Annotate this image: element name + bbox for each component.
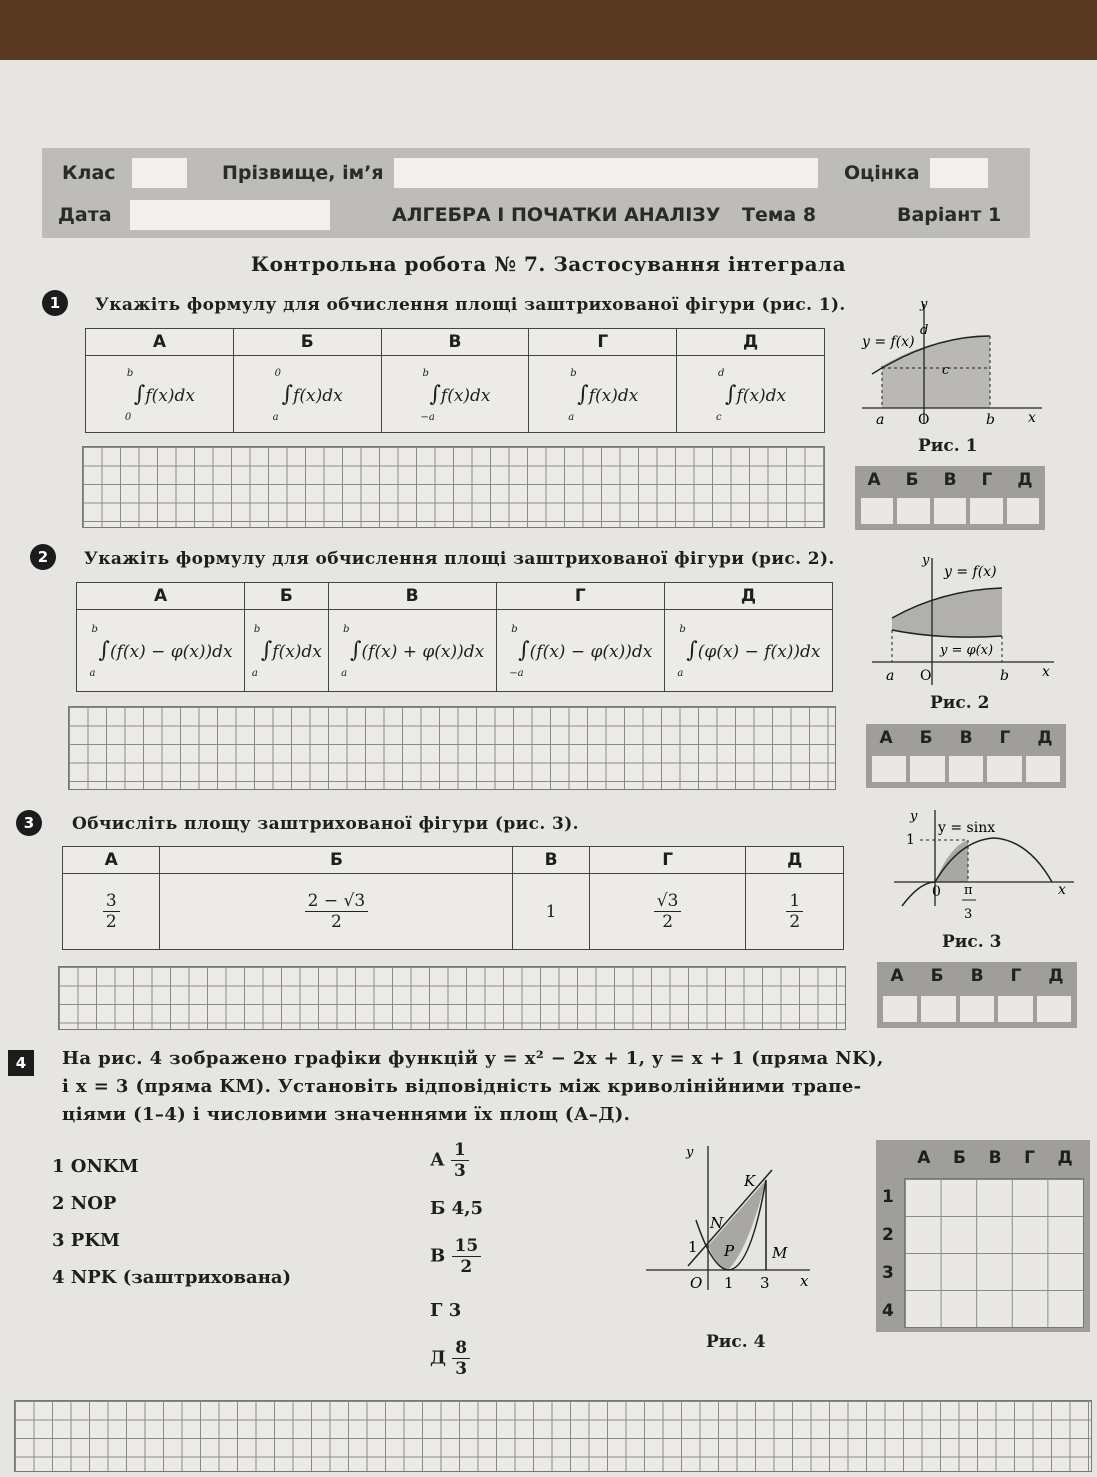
svg-text:K: K xyxy=(744,1172,756,1190)
scratch-grid-4[interactable] xyxy=(14,1400,1092,1472)
svg-text:π: π xyxy=(964,883,973,898)
question-3-number: 3 xyxy=(16,810,42,836)
option-v[interactable]: b ∫(f(x) + φ(x))dx a xyxy=(328,610,496,692)
svg-text:N: N xyxy=(710,1214,724,1232)
trapezoid-item-1: 1 ONKM xyxy=(52,1156,139,1177)
answer-cell[interactable] xyxy=(921,996,955,1022)
option-a[interactable]: b ∫f(x)dx 0 xyxy=(86,356,234,433)
svg-text:a: a xyxy=(876,412,885,428)
svg-text:y: y xyxy=(910,809,918,824)
svg-text:M: M xyxy=(772,1244,788,1262)
trapezoid-item-4: 4 NPK (заштрихована) xyxy=(52,1267,292,1288)
svg-text:3: 3 xyxy=(964,907,973,922)
option-header: Б xyxy=(160,847,513,874)
answer-cell[interactable] xyxy=(883,996,917,1022)
option-a[interactable]: $\frac{3}{2}$ xyxy=(63,874,160,950)
area-answer-b: Б 4,5 xyxy=(430,1198,483,1219)
svg-text:O: O xyxy=(920,668,932,684)
scratch-grid-1[interactable] xyxy=(82,446,825,528)
svg-text:d: d xyxy=(920,323,929,338)
option-v[interactable]: b ∫f(x)dx −a xyxy=(381,356,529,433)
option-g[interactable]: $\frac{√3}{2}$ xyxy=(589,874,746,950)
scratch-grid-3[interactable] xyxy=(58,966,846,1030)
topic-label: Тема 8 xyxy=(742,204,817,226)
area-answer-v: В $\frac{15}{2}$ xyxy=(430,1236,481,1277)
name-label: Прізвище, ім’я xyxy=(222,162,384,184)
answer-cell[interactable] xyxy=(987,756,1021,782)
date-label: Дата xyxy=(58,204,112,226)
option-g[interactable]: b ∫f(x)dx a xyxy=(529,356,677,433)
answer-cell[interactable] xyxy=(861,498,893,524)
svg-text:0: 0 xyxy=(932,884,941,900)
question-2-text: Укажіть формулу для обчислення площі заштрихованої фігури (рис. 2). xyxy=(84,549,835,569)
option-header: Д xyxy=(664,583,832,610)
question-3-options xyxy=(62,846,844,950)
svg-text:b: b xyxy=(986,412,995,428)
answer-cell[interactable] xyxy=(960,996,994,1022)
answer-cell[interactable] xyxy=(872,756,906,782)
question-2-number: 2 xyxy=(30,544,56,570)
grade-label: Оцінка xyxy=(844,162,920,184)
trapezoid-item-2: 2 NOP xyxy=(52,1193,117,1214)
scratch-grid-2[interactable] xyxy=(68,706,836,790)
svg-text:y = φ(x): y = φ(x) xyxy=(940,643,994,658)
answer-cell[interactable] xyxy=(897,498,929,524)
figure-1-caption: Рис. 1 xyxy=(918,436,978,456)
option-d[interactable]: b ∫(φ(x) − f(x))dx a xyxy=(664,610,832,692)
question-1-options xyxy=(85,328,825,433)
option-header: В xyxy=(513,847,589,874)
answer-matrix-cells[interactable] xyxy=(904,1178,1084,1328)
figure-4-caption: Рис. 4 xyxy=(706,1332,766,1352)
question-3-text: Обчисліть площу заштрихованої фігури (рис. 3). xyxy=(72,814,579,834)
option-header: В xyxy=(328,583,496,610)
svg-text:O: O xyxy=(918,412,930,428)
answer-cell[interactable] xyxy=(1037,996,1071,1022)
question-4-number: 4 xyxy=(8,1050,34,1076)
page-title: Контрольна робота № 7. Застосування інтеграла xyxy=(250,252,847,276)
question-4-text-line1: На рис. 4 зображено графіки функцій y = x² − 2x + 1, y = x + 1 (пряма NK), xyxy=(62,1048,884,1069)
answer-cell[interactable] xyxy=(949,756,983,782)
svg-text:O: O xyxy=(690,1274,703,1292)
question-4-text-line3: ціями (1–4) і числовими значеннями їх площ (А–Д). xyxy=(62,1104,631,1125)
area-answer-g: Г 3 xyxy=(430,1300,462,1321)
answer-cell[interactable] xyxy=(910,756,944,782)
answer-box-3: А Б В Г Д xyxy=(877,962,1077,1028)
answer-cell[interactable] xyxy=(970,498,1002,524)
svg-text:3: 3 xyxy=(760,1274,770,1292)
svg-text:y: y xyxy=(922,553,930,568)
trapezoid-item-3: 3 PKM xyxy=(52,1230,120,1251)
answer-cell[interactable] xyxy=(1007,498,1039,524)
variant-label: Варіант 1 xyxy=(897,204,1002,226)
header-bar xyxy=(42,148,1030,238)
question-4-text-line2: і x = 3 (пряма KM). Установіть відповідність між криволінійними трапе- xyxy=(62,1076,862,1097)
class-field[interactable] xyxy=(132,158,187,188)
date-field[interactable] xyxy=(130,200,330,230)
svg-text:b: b xyxy=(1000,668,1009,684)
option-v[interactable]: 1 xyxy=(513,874,589,950)
figure-3-caption: Рис. 3 xyxy=(942,932,1002,952)
option-header: В xyxy=(381,329,529,356)
grade-field[interactable] xyxy=(930,158,988,188)
svg-text:x: x xyxy=(1042,664,1050,680)
option-b[interactable]: 0 ∫f(x)dx a xyxy=(233,356,381,433)
question-2-options xyxy=(76,582,833,692)
option-header: А xyxy=(86,329,234,356)
option-header: Г xyxy=(589,847,746,874)
figure-2-caption: Рис. 2 xyxy=(930,693,990,713)
figure-4 xyxy=(640,1140,820,1300)
answer-box-2: А Б В Г Д xyxy=(866,724,1066,788)
option-b[interactable]: b ∫f(x)dx a xyxy=(245,610,329,692)
option-d[interactable]: $\frac{1}{2}$ xyxy=(746,874,844,950)
svg-text:y = sinx: y = sinx xyxy=(938,820,996,836)
option-header: Б xyxy=(245,583,329,610)
option-header: Д xyxy=(677,329,825,356)
class-label: Клас xyxy=(62,162,116,184)
option-b[interactable]: $\frac{2 - √3}{2}$ xyxy=(160,874,513,950)
answer-cell[interactable] xyxy=(998,996,1032,1022)
svg-text:x: x xyxy=(1058,882,1066,898)
svg-text:y = f(x): y = f(x) xyxy=(862,334,915,350)
subject-label: АЛГЕБРА І ПОЧАТКИ АНАЛІЗУ xyxy=(392,204,721,226)
name-field[interactable] xyxy=(394,158,818,188)
svg-text:y = f(x): y = f(x) xyxy=(944,564,997,580)
option-header: А xyxy=(63,847,160,874)
figure-2 xyxy=(862,550,1062,690)
svg-text:y: y xyxy=(686,1145,694,1160)
svg-text:x: x xyxy=(1028,410,1036,426)
svg-text:y: y xyxy=(920,297,928,312)
option-header: Г xyxy=(496,583,664,610)
option-header: А xyxy=(77,583,245,610)
answer-box-1: А Б В Г Д xyxy=(855,466,1045,530)
svg-text:1: 1 xyxy=(688,1238,698,1256)
question-1-text: Укажіть формулу для обчислення площі заштрихованої фігури (рис. 1). xyxy=(95,295,846,315)
svg-text:c: c xyxy=(942,363,950,378)
svg-text:1: 1 xyxy=(724,1274,734,1292)
svg-text:P: P xyxy=(724,1242,735,1260)
figure-1 xyxy=(852,296,1052,431)
answer-cell[interactable] xyxy=(934,498,966,524)
svg-text:a: a xyxy=(886,668,895,684)
svg-text:1: 1 xyxy=(906,832,915,848)
question-1-number: 1 xyxy=(42,290,68,316)
option-a[interactable]: b ∫(f(x) − φ(x))dx a xyxy=(77,610,245,692)
option-header: Б xyxy=(233,329,381,356)
option-header: Г xyxy=(529,329,677,356)
answer-matrix-4: А Б В Г Д 1 2 3 4 xyxy=(876,1140,1090,1332)
answer-cell[interactable] xyxy=(1026,756,1060,782)
option-g[interactable]: b ∫(f(x) − φ(x))dx −a xyxy=(496,610,664,692)
area-answer-a: А $\frac{1}{3}$ xyxy=(430,1140,469,1181)
area-answer-d: Д $\frac{8}{3}$ xyxy=(430,1338,470,1379)
svg-text:x: x xyxy=(800,1272,809,1290)
option-d[interactable]: d ∫f(x)dx c xyxy=(677,356,825,433)
option-header: Д xyxy=(746,847,844,874)
figure-3 xyxy=(890,806,1080,931)
